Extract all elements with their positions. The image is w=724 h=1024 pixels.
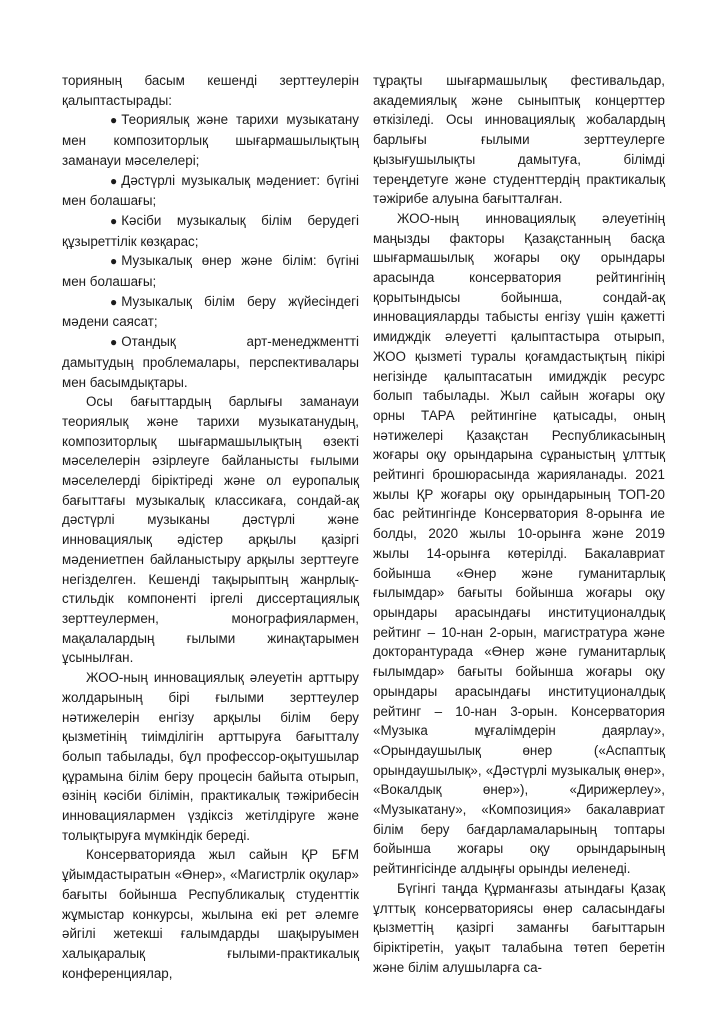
- bullet-item: [62, 251, 359, 291]
- bullet-icon: ●: [110, 294, 118, 309]
- right-text-column: [373, 71, 665, 977]
- paragraph: Осы бағыттардың барлығы заманауи теориялық және тарихи музыкатанудың, композиторлық шығармашылықтың өзекті мәселелерін әзірлеуге байланысты ғылыми мәселелерді біріктіреді және ол еуропалық бағыттағы музыкалық классикаға, сондай-ақ дәстүрлі музыканы дәстүрлі және инновациялық әдістер арқылы қазіргі мәдениетпен байланыстыру арқылы зерттеуге негізделген. Кешенді тақырыптың жанрлық-стильдік компоненті іргелі диссертациялық зерттеулермен, монографиялармен, мақалалардың ғылыми жинақтарымен ұсынылған.: [62, 394, 359, 666]
- bullet-text: Музыкалық өнер және білім: бүгіні мен болашағы;: [62, 253, 359, 290]
- bullet-icon: ●: [110, 113, 118, 128]
- bullet-item: [62, 171, 359, 211]
- left-text-column: [62, 71, 359, 983]
- bullet-icon: ●: [110, 335, 118, 350]
- bullet-text: Музыкалық білім беру жүйесіндегі мәдени саясат;: [62, 293, 359, 330]
- bullet-text: Дәстүрлі музыкалық мәдениет: бүгіні мен болашағы;: [62, 172, 359, 209]
- bullet-icon: ●: [110, 254, 118, 269]
- bullet-item: [62, 110, 359, 170]
- bullet-text: Теориялық және тарихи музыкатану мен композиторлық шығармашылықтың заманауи мәселелері;: [62, 112, 359, 168]
- paragraph: тұрақты шығармашылық фестивальдар, академиялық және сыныптық концерттер өткізіледі. Осы инновациялық жобалардың барлығы ғылыми зерттеулерге қызығушылықты дамытуға, білімді тереңдетуге және студенттердің практикалық тәжірибе алуына бағытталған.: [373, 73, 665, 207]
- paragraph: Консерваторияда жыл сайын ҚР БҒМ ұйымдастыратын «Өнер», «Магистрлік оқулар» бағыты бойынша Республикалық студенттік жұмыстар конкурсы, жылына екі рет әлемге әйгілі жетекші ғалымдарды шақыруымен халықаралық ғылыми-практикалық конференциялар,: [62, 847, 359, 981]
- paragraph: ЖОО-ның инновациялық әлеуетін арттыру жолдарының бірі ғылыми зерттеулер нәтижелерін енгізу арқылы білім беру қызметінің тиімділігін арттыруға бағытталу болып табылады, бұл профессор-оқытушылар құрамына білім беру процесін байыта отырып, өзінің кәсіби білімін, практикалық тәжірибесін инновациялармен үздіксіз жетілдіруге және толықтыруға мүмкіндік береді.: [62, 670, 359, 843]
- paragraph: ЖОО-ның инновациялық әлеуетінің маңызды факторы Қазақстанның басқа шығармашылық жоғары оқу орындары арасында консерватория рейтингінің қорытындысы бойынша, сондай-ақ инновацияларды табысты енгізу үшін қажетті имидждік әлеуетті қалыптастыра отырып, ЖОО қызметі туралы қоғамдастықтың пікірі негізінде қалыптасатын имидждік ресурс болып табылады. Жыл сайын жоғары оқу орны ТАРА рейтингіне қатысады, оның нәтижелері Қазақстан Республикасының жоғары оқу орындарына сұраныстың ұлттық рейтингі брошюрасында жарияланады. 2021 жылы ҚР жоғары оқу орындарының ТОП-20 бас рейтингінде Консерватория 8-орынға ие болды, 2020 жылы 10-орынға және 2019 жылы 14-орынға көтерілді. Бакалавриат бойынша «Өнер және гуманитарлық ғылымдар» бағыты бойынша жоғары оқу орындары арасындағы институционалдық рейтинг – 10-нан 2-орын, магистратура және докторантурада «Өнер және гуманитарлық ғылымдар» бағыты бойынша жоғары оқу орындары арасындағы институционалдық рейтинг – 10-нан 3-орын. Консерватория «Музыка мұғалімдерін даярлау», «Орындаушылық өнер («Аспаптық орындаушылық», «Дәстүрлі музыкалық өнер», «Вокалдық өнер»), «Дирижерлеу», «Музыкатану», «Композиция» бакалавриат білім беру бағдарламаларының топтары бойынша жоғары оқу орындарының рейтингісінде алдыңғы орынды иеленеді.: [373, 210, 665, 877]
- bullet-icon: ●: [110, 213, 118, 228]
- paragraph: торияның басым кешенді зерттеулерін қалыптастырады:: [62, 73, 359, 108]
- paragraph: Бүгінгі таңда Құрманғазы атындағы Қазақ ұлттық консерваториясы өнер саласындағы қызметтің қазіргі заманғы бағыттарын біріктіретін, уақыт талабына төтеп беретін және білім алушыларға са-: [373, 880, 665, 975]
- bullet-icon: ●: [110, 173, 118, 188]
- bullet-text: Кәсіби музыкалық білім берудегі құзыреттілік көзқарас;: [62, 212, 359, 249]
- bullet-item: [62, 292, 359, 332]
- bullet-text: Отандық арт-менеджментті дамытудың проблемалары, перспективалары мен басымдықтары.: [62, 334, 359, 390]
- bullet-item: [62, 332, 359, 392]
- bullet-item: [62, 211, 359, 251]
